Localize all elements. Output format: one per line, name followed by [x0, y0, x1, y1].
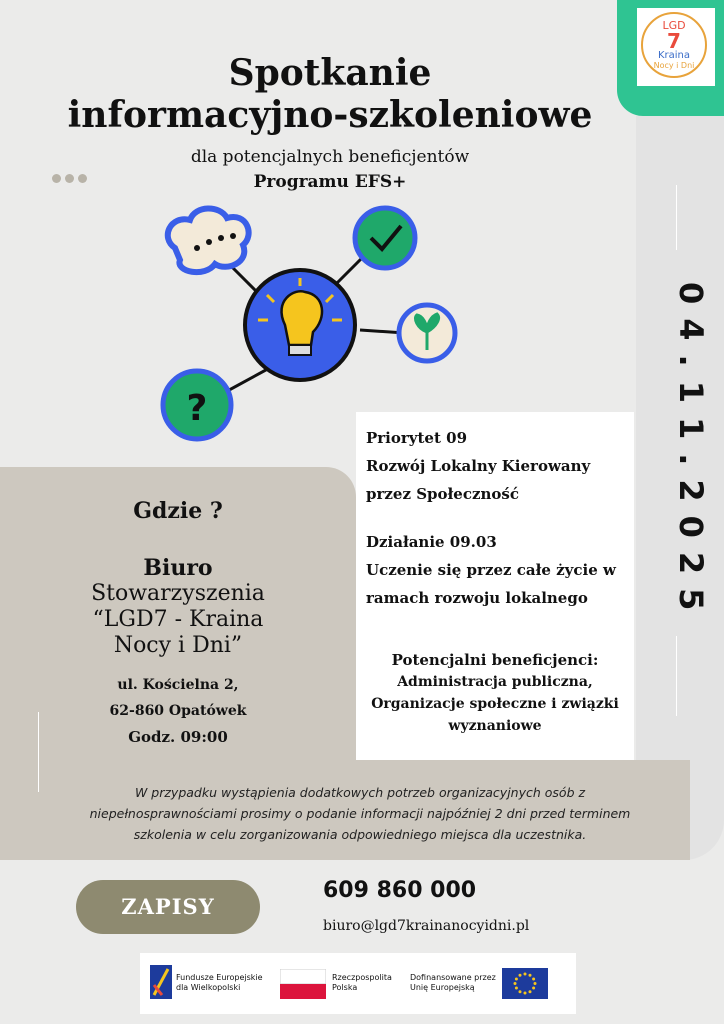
decorative-dots — [52, 168, 91, 187]
page-title — [0, 52, 660, 136]
place-line: Nocy i Dni” — [113, 633, 243, 658]
action-line: Działanie 09.03 — [366, 533, 497, 551]
beneficiaries-line: Organizacje społeczne i związki — [371, 696, 619, 712]
priority-line: przez Społeczność — [366, 485, 519, 503]
signup-button[interactable]: ZAPISY — [76, 880, 260, 934]
logo-text: Nocy i Dni — [653, 61, 695, 70]
note-line: niepełnosprawnościami prosimy o podanie informacji najpóźniej 2 dni przed terminem — [89, 806, 631, 821]
svg-text:?: ? — [186, 388, 208, 429]
location-place — [0, 581, 356, 659]
address-city: 62-860 Opatówek — [109, 703, 247, 719]
title-line: informacyjno-szkoleniowe — [67, 94, 593, 136]
lightbulb-icon — [245, 270, 355, 380]
program-name: Programu EFS+ — [253, 172, 407, 192]
location-place-bold: Biuro — [143, 555, 213, 581]
thought-bubble-icon — [168, 208, 249, 272]
note-line: W przypadku wystąpienia dodatkowych potrzeb organizacyjnych osób z — [134, 785, 586, 800]
eu-text: Dofinansowane przez — [410, 973, 496, 982]
event-date: 04.11.2025 — [672, 282, 710, 625]
accessibility-note — [40, 782, 680, 845]
eu-flag-icon — [502, 968, 548, 999]
divider-line — [38, 712, 39, 792]
phone-number[interactable]: 609 860 000 — [323, 878, 477, 903]
eu-text: Unię Europejską — [410, 983, 475, 992]
network-illustration — [155, 200, 475, 450]
title-line: Spotkanie — [228, 52, 432, 94]
priority-block — [366, 424, 628, 508]
sprout-icon — [399, 305, 455, 361]
fe-flag-icon — [150, 965, 172, 999]
divider-line — [676, 636, 677, 716]
poland-flag-icon — [280, 969, 326, 999]
address — [0, 672, 356, 724]
note-line: szkolenia w celu zorganizowania odpowiedniego miejsca dla uczestnika. — [133, 827, 587, 842]
action-line: Uczenie się przez całe życie w — [366, 561, 616, 579]
action-block — [366, 528, 628, 612]
event-time: Godz. 09:00 — [128, 728, 228, 746]
beneficiaries-heading: Potencjalni beneficjenci: — [391, 651, 599, 669]
priority-line: Priorytet 09 — [366, 429, 468, 447]
check-icon — [355, 208, 415, 268]
subtitle: dla potencjalnych beneficjentów — [190, 147, 470, 167]
location-heading: Gdzie ? — [133, 498, 223, 524]
priority-line: Rozwój Lokalny Kierowany — [366, 457, 591, 475]
question-icon — [163, 371, 231, 439]
rp-text: Polska — [332, 983, 358, 992]
divider-line — [676, 185, 677, 250]
address-street: ul. Kościelna 2, — [117, 677, 239, 693]
funding-logos — [140, 953, 576, 1014]
place-line: Stowarzyszenia — [91, 581, 265, 606]
beneficiaries-line: Administracja publiczna, — [397, 674, 593, 690]
place-line: “LGD7 - Kraina — [92, 607, 264, 632]
fe-text: Fundusze Europejskie — [176, 973, 263, 982]
fe-text: dla Wielkopolski — [176, 983, 241, 992]
logo-text: LGD — [662, 19, 686, 32]
logo-text: Kraina — [657, 50, 691, 61]
action-line: ramach rozwoju lokalnego — [366, 589, 588, 607]
rp-text: Rzeczpospolita — [332, 973, 392, 982]
beneficiaries-line: wyznaniowe — [448, 718, 542, 734]
email-link[interactable]: biuro@lgd7krainanocyidni.pl — [323, 918, 530, 934]
beneficiaries-block — [356, 649, 634, 737]
logo-text: 7 — [667, 29, 681, 53]
